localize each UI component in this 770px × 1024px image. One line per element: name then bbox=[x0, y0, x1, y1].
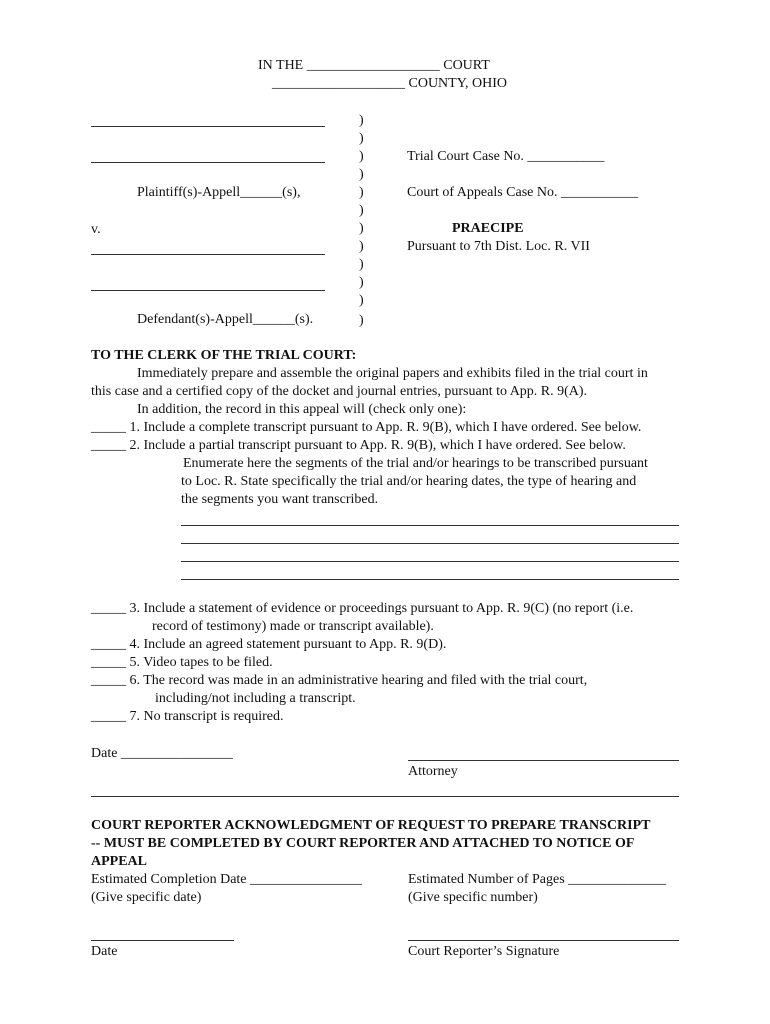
option-partial-transcript[interactable]: _____ 2. Include a partial transcript pursuant to App. R. 9(B), which I have ordered. See below. bbox=[91, 438, 626, 453]
court-header-line: IN THE ___________________ COURT bbox=[258, 58, 490, 73]
option-statement-continued: record of testimony) made or transcript available). bbox=[152, 619, 434, 634]
option-video-tapes[interactable]: _____ 5. Video tapes to be filed. bbox=[91, 655, 273, 670]
option-complete-transcript[interactable]: _____ 1. Include a complete transcript pursuant to App. R. 9(B), which I have ordered. See below. bbox=[91, 420, 642, 435]
plaintiff-name-line-1[interactable] bbox=[91, 126, 325, 127]
check-one-instruction: In addition, the record in this appeal will (check only one): bbox=[137, 402, 467, 417]
reporter-date-label: Date bbox=[91, 944, 118, 959]
reporter-heading: APPEAL bbox=[91, 854, 147, 869]
instruction-line: Immediately prepare and assemble the original papers and exhibits filed in the trial court in bbox=[137, 366, 648, 381]
plaintiff-label: Plaintiff(s)-Appell______(s), bbox=[137, 185, 301, 200]
segments-entry-line[interactable] bbox=[181, 543, 679, 544]
caption-paren: ) bbox=[359, 167, 364, 182]
option-no-transcript[interactable]: _____ 7. No transcript is required. bbox=[91, 709, 284, 724]
trial-court-case-no: Trial Court Case No. ___________ bbox=[407, 149, 605, 164]
form-subtitle: Pursuant to 7th Dist. Loc. R. VII bbox=[407, 239, 590, 254]
attorney-signature-line[interactable] bbox=[408, 760, 679, 761]
form-title: PRAECIPE bbox=[452, 221, 524, 236]
caption-paren: ) bbox=[359, 149, 364, 164]
instruction-line: this case and a certified copy of the docket and journal entries, pursuant to App. R. 9(A). bbox=[91, 384, 588, 399]
reporter-date-line[interactable] bbox=[91, 940, 234, 941]
option-statement-of-evidence[interactable]: _____ 3. Include a statement of evidence or proceedings pursuant to App. R. 9(C) (no report (i.e. bbox=[91, 601, 634, 616]
option-agreed-statement[interactable]: _____ 4. Include an agreed statement pursuant to App. R. 9(D). bbox=[91, 637, 447, 652]
caption-paren: ) bbox=[359, 275, 364, 290]
caption-paren: ) bbox=[359, 293, 364, 308]
option-administrative-continued: including/not including a transcript. bbox=[155, 691, 356, 706]
enumerate-instruction: Enumerate here the segments of the trial and/or hearings to be transcribed pursuant bbox=[183, 456, 648, 471]
reporter-signature-label: Court Reporter’s Signature bbox=[408, 944, 560, 959]
defendant-label: Defendant(s)-Appell______(s). bbox=[137, 312, 314, 327]
completion-date-field[interactable]: Estimated Completion Date ________________ bbox=[91, 872, 363, 887]
caption-paren: ) bbox=[359, 313, 364, 328]
caption-paren: ) bbox=[359, 113, 364, 128]
number-of-pages-field[interactable]: Estimated Number of Pages ______________ bbox=[408, 872, 667, 887]
caption-paren: ) bbox=[359, 257, 364, 272]
versus-label: v. bbox=[91, 222, 101, 237]
section-divider bbox=[91, 796, 679, 797]
enumerate-instruction: to Loc. R. State specifically the trial and/or hearing dates, the type of hearing and bbox=[181, 474, 637, 489]
number-of-pages-hint: (Give specific number) bbox=[408, 890, 538, 905]
clerk-heading: TO THE CLERK OF THE TRIAL COURT: bbox=[91, 348, 357, 363]
attorney-label: Attorney bbox=[408, 764, 458, 779]
option-administrative-hearing[interactable]: _____ 6. The record was made in an administrative hearing and filed with the trial court, bbox=[91, 673, 588, 688]
completion-date-hint: (Give specific date) bbox=[91, 890, 202, 905]
reporter-signature-line[interactable] bbox=[408, 940, 679, 941]
segments-entry-line[interactable] bbox=[181, 579, 679, 580]
defendant-name-line-1[interactable] bbox=[91, 254, 325, 255]
county-header-line: ___________________ COUNTY, OHIO bbox=[272, 76, 508, 91]
enumerate-instruction: the segments you want transcribed. bbox=[181, 492, 379, 507]
reporter-heading: COURT REPORTER ACKNOWLEDGMENT OF REQUEST TO PREPARE TRANSCRIPT bbox=[91, 818, 651, 833]
plaintiff-name-line-2[interactable] bbox=[91, 162, 325, 163]
appeals-case-no: Court of Appeals Case No. ___________ bbox=[407, 185, 638, 200]
caption-paren: ) bbox=[359, 131, 364, 146]
segments-entry-line[interactable] bbox=[181, 561, 679, 562]
segments-entry-line[interactable] bbox=[181, 525, 679, 526]
reporter-heading: -- MUST BE COMPLETED BY COURT REPORTER AND ATTACHED TO NOTICE OF bbox=[91, 836, 635, 851]
caption-paren: ) bbox=[359, 221, 364, 236]
caption-paren: ) bbox=[359, 239, 364, 254]
date-field[interactable]: Date ________________ bbox=[91, 746, 233, 761]
caption-paren: ) bbox=[359, 203, 364, 218]
caption-paren: ) bbox=[359, 185, 364, 200]
defendant-name-line-2[interactable] bbox=[91, 290, 325, 291]
